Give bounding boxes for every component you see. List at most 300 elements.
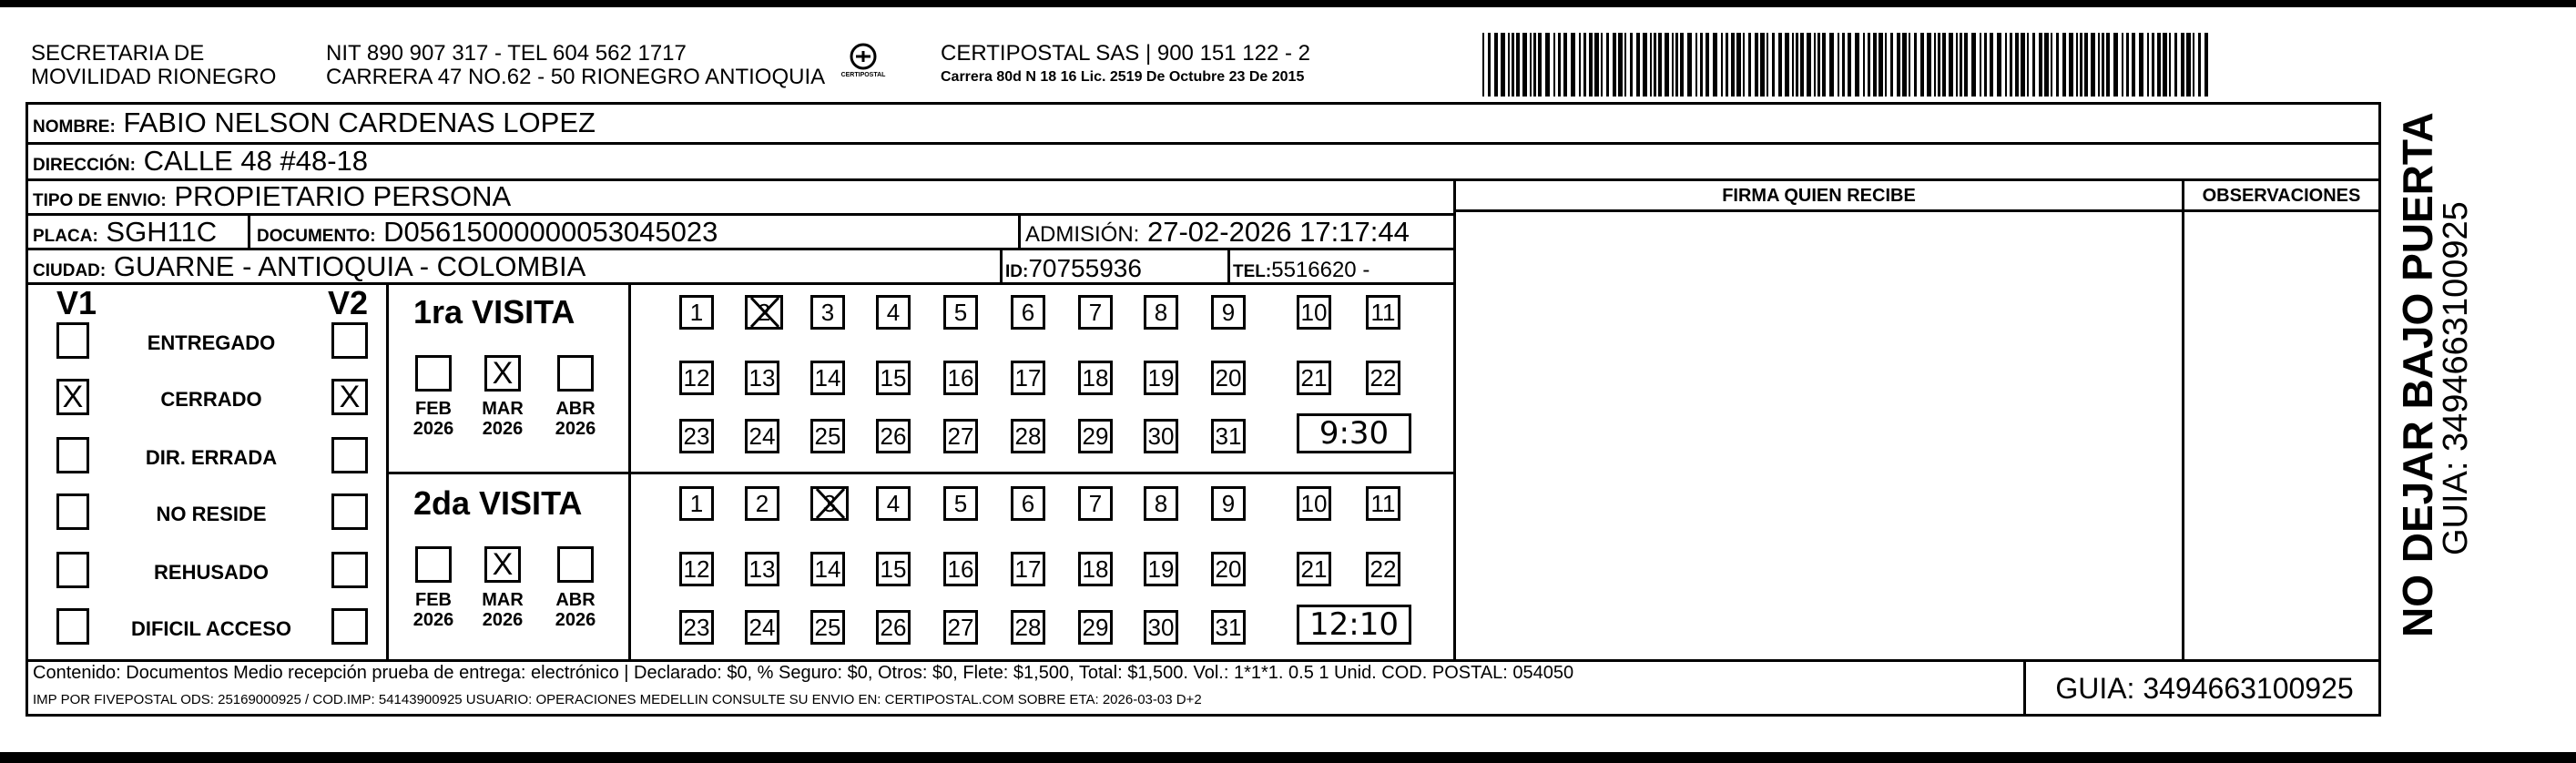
month-name: ABR (555, 590, 596, 610)
barcode-bar (2039, 33, 2042, 97)
v2-checkbox[interactable] (331, 493, 368, 530)
visit1-day-box[interactable] (876, 295, 911, 330)
day-number: 26 (880, 614, 907, 641)
status-label: ENTREGADO (147, 331, 276, 354)
barcode-bar (1650, 33, 1652, 97)
visit2-day-box[interactable] (1297, 552, 1331, 586)
barcode-bar (1772, 33, 1775, 97)
barcode-bar (2021, 33, 2025, 97)
barcode-bar (1949, 33, 1953, 97)
visit2-day-box[interactable] (810, 552, 845, 586)
day-number: 15 (880, 364, 907, 392)
day-number: 5 (953, 490, 968, 517)
visit1-day-box[interactable] (1011, 295, 1045, 330)
day-number: 17 (1014, 364, 1042, 392)
barcode-bar (1760, 33, 1765, 97)
barcode-bar (1705, 33, 1709, 97)
barcode-bar (2069, 33, 2073, 97)
nit-line: NIT 890 907 317 - TEL 604 562 1717 (326, 41, 687, 66)
cell-divider (1227, 248, 1230, 284)
barcode-bar (2186, 33, 2191, 97)
visit1-day-box[interactable] (1011, 419, 1045, 453)
admision-field (1025, 217, 1410, 250)
visit2-day-box[interactable] (1011, 486, 1045, 521)
visit2-day-box[interactable] (943, 610, 978, 645)
visit2-day-box[interactable] (1211, 486, 1246, 521)
barcode-bar (1848, 33, 1851, 97)
barcode-bar (1997, 33, 2001, 97)
barcode-bar (1501, 33, 1505, 97)
imp-line: IMP POR FIVEPOSTAL ODS: 25169000925 / COD.IMP: 54143900925 USUARIO: OPERACIONES MEDELLIN CONSULTE SU ENVIO EN: CERTIPOSTAL.COM SOBRE ETA: 2026-03-03 D+2 (33, 692, 1202, 707)
month-year: 2026 (412, 610, 454, 630)
row-divider (1453, 209, 2379, 212)
visit1-title: 1ra VISITA (413, 293, 575, 331)
barcode-bar (2113, 33, 2118, 97)
barcode-bar (2152, 33, 2154, 97)
visit1-time-field[interactable]: 9:30 (1297, 413, 1411, 453)
visit1-day-box[interactable] (810, 295, 845, 330)
firma-header: FIRMA QUIEN RECIBE (1722, 186, 1916, 206)
visit2-day-box[interactable] (1078, 552, 1113, 586)
barcode-bar (1842, 33, 1845, 97)
visit2-day-box[interactable] (1011, 610, 1045, 645)
day-number: 28 (1014, 422, 1042, 450)
barcode-bar (1767, 33, 1768, 97)
barcode-bar (1778, 33, 1782, 97)
barcode-bar (1736, 33, 1741, 97)
visit2-day-box[interactable] (1211, 552, 1246, 586)
day-number: 18 (1082, 555, 1109, 583)
barcode-bar (1927, 33, 1931, 97)
barcode-bar (2005, 33, 2007, 97)
visit2-day-box[interactable] (1366, 486, 1400, 521)
v1-checkbox[interactable] (56, 322, 89, 359)
visit2-day-box[interactable] (1144, 610, 1178, 645)
day-number: 13 (748, 364, 776, 392)
day-number: 2 (755, 490, 769, 517)
barcode-bar (2027, 33, 2029, 97)
barcode-bar (2204, 33, 2208, 97)
org-name-line1: SECRETARIA DE (31, 41, 205, 66)
visit1-day-box[interactable] (810, 361, 845, 395)
visit1-day-box[interactable] (1078, 361, 1113, 395)
cell-divider (248, 213, 250, 249)
barcode-bar (2139, 33, 2143, 97)
carrier-line: CERTIPOSTAL SAS | 900 151 122 - 2 (941, 41, 1310, 66)
v1-checkbox[interactable] (56, 552, 89, 588)
barcode-bar (1956, 33, 1958, 97)
admision-value: 27-02-2026 17:17:44 (1146, 216, 1410, 248)
day-number: 30 (1147, 422, 1175, 450)
tipo-value: PROPIETARIO PERSONA (174, 180, 512, 212)
guia-box-divider (2023, 659, 2026, 716)
day-number: 1 (689, 490, 704, 517)
tel-value: 5516620 - (1271, 258, 1370, 282)
visit1-day-box[interactable] (1144, 361, 1178, 395)
documento-value: D05615000000053045023 (383, 216, 718, 248)
visit2-day-box[interactable] (1144, 552, 1178, 586)
visit1-day-box[interactable] (1297, 361, 1331, 395)
month-name: MAR (482, 590, 524, 610)
barcode-bar (1855, 33, 1859, 97)
barcode-bar (1695, 33, 1697, 97)
top-edge-bar (0, 0, 2576, 7)
barcode-bar (1731, 33, 1735, 97)
frame-bottom (25, 714, 2381, 717)
visit2-day-box[interactable] (1011, 552, 1045, 586)
side-warning: NO DEJAR BAJO PUERTA (2394, 112, 2441, 637)
visit1-day-box[interactable] (1144, 295, 1178, 330)
barcode-bar (1571, 33, 1575, 97)
day-number: 31 (1215, 422, 1242, 450)
month-year: 2026 (412, 419, 454, 439)
ciudad-value: GUARNE - ANTIOQUIA - COLOMBIA (113, 250, 586, 282)
v2-checkbox[interactable] (331, 437, 368, 473)
carrier-license: Carrera 80d N 18 16 Lic. 2519 De Octubre 23 De 2015 (941, 69, 1305, 85)
barcode-bar (1873, 33, 1877, 97)
placa-value: SGH11C (106, 216, 218, 248)
barcode-bar (1594, 33, 1599, 97)
barcode-bar (2157, 33, 2161, 97)
id-value: 70755936 (1028, 254, 1142, 282)
direccion-value: CALLE 48 #48-18 (143, 145, 369, 177)
month-name: FEB (415, 590, 452, 610)
barcode-bar (2084, 33, 2088, 97)
day-number: 23 (683, 422, 710, 450)
barcode-bar (2174, 33, 2177, 97)
visit1-day-box[interactable] (1011, 361, 1045, 395)
day-number: 4 (886, 299, 901, 326)
barcode-bar (1613, 33, 1616, 97)
address-line: CARRERA 47 NO.62 - 50 RIONEGRO ANTIOQUIA (326, 65, 826, 89)
v2-checkbox[interactable] (331, 608, 368, 645)
visit1-day-box[interactable] (679, 361, 714, 395)
barcode-bar (2010, 33, 2012, 97)
status-label: DIFICIL ACCESO (130, 617, 291, 640)
barcode-bar (1909, 33, 1910, 97)
barcode-bar (1726, 33, 1728, 97)
day-number: 14 (814, 364, 841, 392)
day-number: 18 (1082, 364, 1109, 392)
barcode-bar (1530, 33, 1532, 97)
visit2-day-box[interactable] (876, 486, 911, 521)
visit1-day-box[interactable] (876, 361, 911, 395)
day-number: 7 (1088, 299, 1103, 326)
day-number: 20 (1215, 555, 1242, 583)
visit1-day-box[interactable] (1366, 295, 1400, 330)
barcode-bar (1658, 33, 1662, 97)
nombre-value: FABIO NELSON CARDENAS LOPEZ (123, 107, 596, 138)
barcode-bar (1902, 33, 1907, 97)
frame-right (2378, 102, 2381, 716)
visit1-day-box[interactable] (1297, 295, 1331, 330)
visit1-day-box[interactable] (1078, 419, 1113, 453)
barcode-bar (1516, 33, 1520, 97)
barcode-bar (2098, 33, 2100, 97)
placa-label: PLACA: (33, 227, 98, 246)
visit2-day-box[interactable] (1078, 486, 1113, 521)
row-divider (25, 142, 2379, 145)
day-number: 12 (683, 555, 710, 583)
barcode-bar (1796, 33, 1798, 97)
barcode-bar (1624, 33, 1626, 97)
visit2-day-box[interactable] (679, 486, 714, 521)
visit1-day-box[interactable] (745, 361, 779, 395)
v1-checkbox[interactable] (56, 437, 89, 473)
frame-left (25, 102, 28, 716)
barcode-bar (2076, 33, 2078, 97)
day-number: 28 (1014, 614, 1042, 641)
visit1-day-box[interactable] (943, 295, 978, 330)
barcode-bar (1814, 33, 1816, 97)
barcode-bar (1630, 33, 1633, 97)
v1-checkbox[interactable]: X (56, 379, 89, 415)
barcode-bar (2122, 33, 2123, 97)
visit2-day-box[interactable] (943, 486, 978, 521)
month-year: 2026 (482, 610, 524, 630)
visit1-month-checkbox[interactable] (415, 355, 452, 392)
barcode-bar (1868, 33, 1870, 97)
day-number: 10 (1300, 299, 1328, 326)
day-number: 15 (880, 555, 907, 583)
visit2-day-box[interactable] (745, 610, 779, 645)
visit2-month-checkbox[interactable] (415, 546, 452, 583)
day-number: 5 (953, 299, 968, 326)
tipo-label: TIPO DE ENVIO: (33, 191, 167, 210)
barcode-bar (2163, 33, 2167, 97)
barcode-bar (1934, 33, 1936, 97)
visit1-day-box[interactable] (745, 419, 779, 453)
barcode-bar (1636, 33, 1640, 97)
v2-checkbox[interactable] (331, 552, 368, 588)
barcode-bar (1545, 33, 1550, 97)
day-number: 24 (748, 422, 776, 450)
barcode-bar (1980, 33, 1981, 97)
visit1-day-box[interactable] (943, 361, 978, 395)
visit1-day-box[interactable] (1144, 419, 1178, 453)
visit1-day-box[interactable] (876, 419, 911, 453)
day-number: 6 (1021, 490, 1035, 517)
barcode-bar (1721, 33, 1723, 97)
visit1-day-box[interactable] (943, 419, 978, 453)
ciudad-label: CIUDAD: (33, 261, 107, 280)
barcode-bar (1743, 33, 1745, 97)
barcode-bar (1675, 33, 1678, 97)
barcode-bar (2044, 33, 2049, 97)
barcode-bar (1563, 33, 1567, 97)
barcode-bar (1964, 33, 1968, 97)
obs-divider (2182, 178, 2184, 661)
v1-label: V1 (56, 284, 97, 321)
day-number: 11 (1370, 490, 1396, 517)
barcode-bar (1971, 33, 1976, 97)
barcode-bar (1508, 33, 1510, 97)
tel-label: TEL: (1233, 262, 1272, 281)
v1-checkbox[interactable] (56, 608, 89, 645)
visit2-day-box[interactable] (679, 610, 714, 645)
barcode-bar (1583, 33, 1586, 97)
barcode-bar (1672, 33, 1674, 97)
day-number: 29 (1082, 422, 1109, 450)
observaciones-header: OBSERVACIONES (2202, 186, 2361, 206)
nombre-row (33, 107, 596, 143)
day-number: 22 (1369, 364, 1397, 392)
visit1-day-box[interactable] (1366, 361, 1400, 395)
barcode-bar (2051, 33, 2052, 97)
barcode-bar (1589, 33, 1593, 97)
barcode-bar (2198, 33, 2201, 97)
day-number: 6 (1021, 299, 1035, 326)
barcode-bar (1785, 33, 1789, 97)
barcode-bar (1914, 33, 1917, 97)
barcode-bar (1488, 33, 1491, 97)
barcode-bar (1755, 33, 1758, 97)
barcode-bar (1748, 33, 1751, 97)
barcode-bar (1618, 33, 1623, 97)
visit2-day-box[interactable] (943, 552, 978, 586)
barcode-bar (2147, 33, 2149, 97)
barcode-bar (1579, 33, 1581, 97)
nombre-label: NOMBRE: (33, 117, 116, 137)
barcode-bar (2102, 33, 2104, 97)
day-number: 31 (1215, 614, 1242, 641)
contenido-line: Contenido: Documentos Medio recepción prueba de entrega: electrónico | Declarado: $0, % Seguro: $0, Otros: $0, Flete: $1,500, Total: $1,500. Vol.: 1*1*1. 0.5 1 Unid. COD. POSTAL: 054050 (33, 663, 1574, 683)
day-number: 8 (1154, 490, 1168, 517)
barcode-bar (1990, 33, 1993, 97)
status-label: REHUSADO (154, 561, 269, 584)
side-guia: GUIA: 3494663100925 (2437, 201, 2475, 555)
day-number: 25 (814, 422, 841, 450)
barcode-bar (1817, 33, 1820, 97)
visit2-day-box[interactable] (1297, 486, 1331, 521)
barcode-bar (1553, 33, 1555, 97)
day-number: 3 (822, 490, 837, 517)
firma-divider (1453, 178, 1456, 661)
day-number: 7 (1088, 490, 1103, 517)
barcode (1482, 33, 2213, 97)
barcode-bar (1822, 33, 1826, 97)
certipostal-logo (838, 42, 889, 87)
visit1-month-checkbox[interactable]: X (484, 355, 521, 392)
visit2-day-box[interactable] (679, 552, 714, 586)
day-number: 17 (1014, 555, 1042, 583)
barcode-bar (1942, 33, 1946, 97)
visit1-day-box[interactable] (1211, 295, 1246, 330)
barcode-bar (1792, 33, 1794, 97)
day-number: 13 (748, 555, 776, 583)
visit1-day-box[interactable] (679, 419, 714, 453)
visit1-day-box[interactable] (745, 295, 783, 330)
v2-checkbox[interactable] (331, 322, 368, 359)
barcode-bar (2126, 33, 2129, 97)
barcode-bar (1829, 33, 1834, 97)
visit1-month-label (406, 399, 461, 439)
barcode-bar (1920, 33, 1924, 97)
admision-label: ADMISIÓN: (1025, 222, 1140, 247)
barcode-bar (1984, 33, 1987, 97)
org-name-line2: MOVILIDAD RIONEGRO (31, 65, 277, 89)
v1-checkbox[interactable] (56, 493, 89, 530)
visit1-month-label (475, 399, 530, 439)
visit1-day-box[interactable] (1078, 295, 1113, 330)
v2-checkbox[interactable]: X (331, 379, 368, 415)
visit2-day-box[interactable] (1144, 486, 1178, 521)
barcode-bar (1863, 33, 1865, 97)
barcode-bar (1938, 33, 1940, 97)
barcode-bar (2062, 33, 2066, 97)
month-year: 2026 (555, 419, 596, 439)
day-number: 4 (886, 490, 901, 517)
barcode-bar (1890, 33, 1893, 97)
day-number: 16 (947, 555, 974, 583)
day-number: 21 (1300, 555, 1328, 583)
visit2-month-checkbox[interactable] (557, 546, 594, 583)
visit2-time-field[interactable]: 12:10 (1297, 605, 1411, 645)
barcode-bar (1494, 33, 1498, 97)
visit2-day-box[interactable] (810, 610, 845, 645)
visit1-month-checkbox[interactable] (557, 355, 594, 392)
day-number: 2 (757, 299, 771, 326)
barcode-bar (2032, 33, 2035, 97)
barcode-bar (2132, 33, 2135, 97)
visit2-day-box[interactable] (876, 610, 911, 645)
barcode-bar (2193, 33, 2194, 97)
visit2-day-box[interactable] (876, 552, 911, 586)
day-number: 30 (1147, 614, 1175, 641)
barcode-bar (1643, 33, 1647, 97)
visit1-day-box[interactable] (679, 295, 714, 330)
frame-top (25, 102, 2379, 105)
visit2-day-box[interactable] (745, 486, 779, 521)
barcode-bar (1960, 33, 1962, 97)
barcode-bar (1665, 33, 1669, 97)
day-number: 24 (748, 614, 776, 641)
visit1-day-box[interactable] (1211, 361, 1246, 395)
barcode-bar (1800, 33, 1804, 97)
logo-text: CERTIPOSTAL (840, 72, 886, 78)
logo-icon (838, 42, 889, 87)
visit2-day-box[interactable] (1078, 610, 1113, 645)
month-year: 2026 (482, 419, 524, 439)
barcode-bar (1606, 33, 1609, 97)
id-label: ID: (1005, 262, 1029, 281)
visit1-day-box[interactable] (810, 419, 845, 453)
day-number: 27 (947, 614, 974, 641)
status-label: NO RESIDE (156, 503, 267, 525)
month-name: ABR (555, 399, 596, 419)
month-name: FEB (415, 399, 452, 419)
tipo-row (33, 181, 511, 217)
visit2-day-box[interactable] (745, 552, 779, 586)
visit2-day-box[interactable] (810, 486, 849, 521)
barcode-bar (1522, 33, 1527, 97)
visit1-day-box[interactable] (1211, 419, 1246, 453)
barcode-bar (1879, 33, 1883, 97)
visit2-day-box[interactable] (1211, 610, 1246, 645)
day-number: 14 (814, 555, 841, 583)
footer-divider (25, 659, 2379, 662)
day-number: 8 (1154, 299, 1168, 326)
barcode-bar (2091, 33, 2095, 97)
day-number: 22 (1369, 555, 1397, 583)
barcode-bar (1700, 33, 1703, 97)
day-number: 26 (880, 422, 907, 450)
barcode-bar (2106, 33, 2110, 97)
barcode-bar (1654, 33, 1656, 97)
month-year: 2026 (555, 610, 596, 630)
visit2-day-box[interactable] (1366, 552, 1400, 586)
visit2-month-checkbox[interactable]: X (484, 546, 521, 583)
